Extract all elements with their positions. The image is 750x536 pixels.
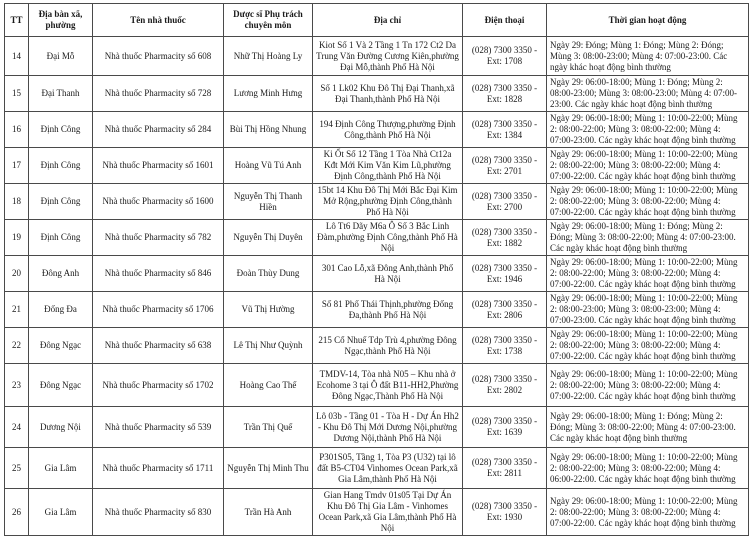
cell-address: 215 Cổ Nhuế Tdp Trù 4,phường Đông Ngạc,thành Phố Hà Nội bbox=[313, 328, 463, 364]
cell-tt: 18 bbox=[5, 184, 29, 220]
cell-pharmacy: Nhà thuốc Pharmacity số 638 bbox=[93, 328, 224, 364]
cell-address: Lô Tt6 Dãy M6a Ô Số 3 Bắc Linh Đàm,phường Định Công,thành Phố Hà Nội bbox=[313, 220, 463, 256]
cell-ward: Dương Nội bbox=[29, 407, 93, 448]
cell-hours: Ngày 29: 06:00-18:00; Mùng 1: Đóng; Mùng 2: Đóng; Mùng 3: 08:00-22:00; Mùng 4: 07:00-23:00. Các ngày khác hoạt động bình thường bbox=[547, 220, 749, 256]
cell-pharmacist: Lê Thị Như Quỳnh bbox=[224, 328, 313, 364]
pharmacy-table bbox=[4, 3, 749, 536]
cell-pharmacist: Nguyễn Thị Thanh Hiền bbox=[224, 184, 313, 220]
cell-pharmacist: Lương Minh Hưng bbox=[224, 76, 313, 112]
cell-ward: Định Công bbox=[29, 184, 93, 220]
cell-pharmacy: Nhà thuốc Pharmacity số 846 bbox=[93, 256, 224, 292]
header-hours: Thời gian hoạt động bbox=[547, 4, 749, 37]
cell-pharmacist: Bùi Thị Hồng Nhung bbox=[224, 112, 313, 148]
cell-ward: Đại Thanh bbox=[29, 76, 93, 112]
cell-address: Số 1 Lk02 Khu Đô Thị Đại Thanh,xã Đại Thanh,thành Phố Hà Nội bbox=[313, 76, 463, 112]
cell-hours: Ngày 29: 06:00-18:00; Mùng 1: Đóng; Mùng 2: Đóng; Mùng 3: 08:00-22:00; Mùng 4: 07:00-23:00. Các ngày khác hoạt động bình thường bbox=[547, 407, 749, 448]
cell-pharmacy: Nhà thuốc Pharmacity số 1702 bbox=[93, 364, 224, 407]
cell-hours: Ngày 29: 06:00-18:00; Mùng 1: 10:00-22:00; Mùng 2: 08:00-22:00; Mùng 3: 08:00-22:00; Mùng 4: 07:00-22:00. Các ngày khác hoạt động bình thường bbox=[547, 256, 749, 292]
cell-phone: (028) 7300 3350 - Ext: 1946 bbox=[463, 256, 547, 292]
table-row bbox=[5, 148, 749, 184]
cell-hours: Ngày 29: 06:00-18:00; Mùng 1: 10:00-22:00; Mùng 2: 08:00-23:00; Mùng 3: 08:00-23:00; Mùng 4: 07:00-23:00. Các ngày khác hoạt động bình thường bbox=[547, 292, 749, 328]
cell-hours: Ngày 29: 06:00-18:00; Mùng 1: 10:00-22:00; Mùng 2: 08:00-22:00; Mùng 3: 08:00-22:00; Mùng 4: 07:00-22:00. Các ngày khác hoạt động bình thường bbox=[547, 148, 749, 184]
cell-tt: 25 bbox=[5, 448, 29, 489]
cell-pharmacy: Nhà thuốc Pharmacity số 1711 bbox=[93, 448, 224, 489]
cell-phone: (028) 7300 3350 - Ext: 2806 bbox=[463, 292, 547, 328]
cell-phone: (028) 7300 3350 - Ext: 1639 bbox=[463, 407, 547, 448]
table-row bbox=[5, 407, 749, 448]
cell-pharmacist: Hoàng Vũ Tú Anh bbox=[224, 148, 313, 184]
header-pharmacist: Dược sĩ Phụ trách chuyên môn bbox=[224, 4, 313, 37]
cell-address: Gian Hang Tmdv 01s05 Tại Dự Án Khu Đô Thị Gia Lâm - Vinhomes Ocean Park,xã Gia Lâm,thành Phố Hà Nội bbox=[313, 489, 463, 536]
cell-pharmacy: Nhà thuốc Pharmacity số 284 bbox=[93, 112, 224, 148]
cell-address: 194 Định Công Thượng,phường Định Công,thành Phố Hà Nội bbox=[313, 112, 463, 148]
cell-ward: Gia Lâm bbox=[29, 489, 93, 536]
cell-pharmacist: Vũ Thị Hường bbox=[224, 292, 313, 328]
header-pharmacy: Tên nhà thuốc bbox=[93, 4, 224, 37]
table-row bbox=[5, 37, 749, 76]
cell-ward: Đông Anh bbox=[29, 256, 93, 292]
cell-hours: Ngày 29: 06:00-18:00; Mùng 1: 10:00-22:00; Mùng 2: 08:00-22:00; Mùng 3: 08:00-22:00; Mùng 4: 07:00-22:00. Các ngày khác hoạt động bình thường bbox=[547, 489, 749, 536]
table-row bbox=[5, 220, 749, 256]
table-row bbox=[5, 76, 749, 112]
table-body bbox=[5, 37, 749, 536]
cell-hours: Ngày 29: 06:00-18:00; Mùng 1: 10:00-22:00; Mùng 2: 08:00-22:00; Mùng 3: 08:00-22:00; Mùng 4: 07:00-22:00. Các ngày khác hoạt động bình thường bbox=[547, 328, 749, 364]
cell-tt: 22 bbox=[5, 328, 29, 364]
cell-pharmacy: Nhà thuốc Pharmacity số 782 bbox=[93, 220, 224, 256]
cell-tt: 16 bbox=[5, 112, 29, 148]
cell-phone: (028) 7300 3350 - Ext: 1384 bbox=[463, 112, 547, 148]
cell-pharmacy: Nhà thuốc Pharmacity số 539 bbox=[93, 407, 224, 448]
cell-tt: 19 bbox=[5, 220, 29, 256]
cell-pharmacy: Nhà thuốc Pharmacity số 1600 bbox=[93, 184, 224, 220]
table-row bbox=[5, 448, 749, 489]
cell-tt: 15 bbox=[5, 76, 29, 112]
header-ward: Địa bàn xã, phường bbox=[29, 4, 93, 37]
cell-address: TMDV-14, Tòa nhà N05 – Khu nhà ở Ecohome 3 tại Ô đất B11-HH2,Phường Đông Ngạc,Thành Phố Hà Nội bbox=[313, 364, 463, 407]
cell-phone: (028) 7300 3350 - Ext: 2701 bbox=[463, 148, 547, 184]
cell-pharmacist: Trần Hà Anh bbox=[224, 489, 313, 536]
cell-ward: Đông Ngạc bbox=[29, 364, 93, 407]
cell-address: Lô 03b - Tầng 01 - Tòa H - Dự Án Hh2 - Khu Đô Thị Mới Dương Nội,phường Dương Nội,thành Phố Hà Nội bbox=[313, 407, 463, 448]
table-row bbox=[5, 256, 749, 292]
cell-tt: 24 bbox=[5, 407, 29, 448]
cell-ward: Đông Ngạc bbox=[29, 328, 93, 364]
cell-tt: 26 bbox=[5, 489, 29, 536]
cell-pharmacist: Hoàng Cao Thế bbox=[224, 364, 313, 407]
header-row bbox=[5, 4, 749, 37]
cell-phone: (028) 7300 3350 - Ext: 1930 bbox=[463, 489, 547, 536]
table-row bbox=[5, 292, 749, 328]
cell-ward: Gia Lâm bbox=[29, 448, 93, 489]
cell-pharmacist: Nguyễn Thị Minh Thu bbox=[224, 448, 313, 489]
table-row bbox=[5, 489, 749, 536]
cell-address: 301 Cao Lỗ,xã Đông Anh,thành Phố Hà Nội bbox=[313, 256, 463, 292]
cell-hours: Ngày 29: 06:00-18:00; Mùng 1: 10:00-22:00; Mùng 2: 08:00-22:00; Mùng 3: 08:00-22:00; Mùng 4: 07:00-23:00. Các ngày khác hoạt động bình thường bbox=[547, 112, 749, 148]
cell-pharmacy: Nhà thuốc Pharmacity số 728 bbox=[93, 76, 224, 112]
cell-hours: Ngày 29: 06:00-18:00; Mùng 1: Đóng; Mùng 2: 08:00-23:00; Mùng 3: 08:00-23:00; Mùng 4: 07:00-23:00. Các ngày khác hoạt động bình thường bbox=[547, 76, 749, 112]
cell-phone: (028) 7300 3350 - Ext: 1708 bbox=[463, 37, 547, 76]
cell-phone: (028) 7300 3350 - Ext: 2802 bbox=[463, 364, 547, 407]
cell-ward: Định Công bbox=[29, 112, 93, 148]
cell-pharmacist: Đoàn Thùy Dung bbox=[224, 256, 313, 292]
header-tt: TT bbox=[5, 4, 29, 37]
cell-tt: 20 bbox=[5, 256, 29, 292]
table-row bbox=[5, 184, 749, 220]
cell-address: 15bt 14 Khu Đô Thị Mới Bắc Đại Kim Mở Rộng,phường Định Công,thành Phố Hà Nội bbox=[313, 184, 463, 220]
cell-tt: 14 bbox=[5, 37, 29, 76]
cell-pharmacist: Nhữ Thị Hoàng Ly bbox=[224, 37, 313, 76]
cell-hours: Ngày 29: 06:00-18:00; Mùng 1: 10:00-22:00; Mùng 2: 08:00-22:00; Mùng 3: 08:00-22:00; Mùng 4: 07:00-22:00. Các ngày khác hoạt động bình thường bbox=[547, 364, 749, 407]
cell-ward: Đống Đa bbox=[29, 292, 93, 328]
cell-pharmacist: Nguyễn Thị Duyên bbox=[224, 220, 313, 256]
cell-tt: 17 bbox=[5, 148, 29, 184]
cell-address: Ki Ốt Số 12 Tầng 1 Tòa Nhà Ct12a Kđt Mới Kim Văn Kim Lũ,phường Định Công,thành Phố Hà Nội bbox=[313, 148, 463, 184]
cell-phone: (028) 7300 3350 - Ext: 2811 bbox=[463, 448, 547, 489]
cell-ward: Đại Mỗ bbox=[29, 37, 93, 76]
cell-phone: (028) 7300 3350 - Ext: 1738 bbox=[463, 328, 547, 364]
cell-phone: (028) 7300 3350 - Ext: 1882 bbox=[463, 220, 547, 256]
cell-pharmacist: Trần Thị Quế bbox=[224, 407, 313, 448]
cell-phone: (028) 7300 3350 - Ext: 1828 bbox=[463, 76, 547, 112]
table-row bbox=[5, 112, 749, 148]
cell-tt: 23 bbox=[5, 364, 29, 407]
cell-hours: Ngày 29: Đóng; Mùng 1: Đóng; Mùng 2: Đóng; Mùng 3: 08:00-23:00; Mùng 4: 07:00-23:00. Các ngày khác hoạt động bình thường bbox=[547, 37, 749, 76]
cell-pharmacy: Nhà thuốc Pharmacity số 830 bbox=[93, 489, 224, 536]
cell-hours: Ngày 29: 06:00-18:00; Mùng 1: 10:00-22:00; Mùng 2: 08:00-22:00; Mùng 3: 08:00-22:00; Mùng 4: 07:00-22:00. Các ngày khác hoạt động bình thường bbox=[547, 184, 749, 220]
header-address: Địa chỉ bbox=[313, 4, 463, 37]
cell-address: P301S05, Tầng 1, Tòa P3 (U32) tại lô đất B5-CT04 Vinhomes Ocean Park,xã Gia Lâm,thành Phố Hà Nội bbox=[313, 448, 463, 489]
cell-address: Số 81 Phố Thái Thịnh,phường Đống Đa,thành Phố Hà Nội bbox=[313, 292, 463, 328]
cell-pharmacy: Nhà thuốc Pharmacity số 608 bbox=[93, 37, 224, 76]
cell-pharmacy: Nhà thuốc Pharmacity số 1601 bbox=[93, 148, 224, 184]
cell-ward: Định Công bbox=[29, 220, 93, 256]
cell-ward: Định Công bbox=[29, 148, 93, 184]
cell-address: Kiot Số 1 Và 2 Tầng 1 Tn 172 Ct2 Da Trung Văn Đường Cương Kiên,phường Đại Mỗ,thành Phố Hà Nội bbox=[313, 37, 463, 76]
cell-pharmacy: Nhà thuốc Pharmacity số 1706 bbox=[93, 292, 224, 328]
header-phone: Điện thoại bbox=[463, 4, 547, 37]
cell-tt: 21 bbox=[5, 292, 29, 328]
table-row bbox=[5, 364, 749, 407]
cell-phone: (028) 7300 3350 - Ext: 2700 bbox=[463, 184, 547, 220]
cell-hours: Ngày 29: 06:00-18:00; Mùng 1: 10:00-22:00; Mùng 2: 08:00-22:00; Mùng 3: 08:00-22:00; Mùng 4: 06:00-22:00. Các ngày khác hoạt động bình thường bbox=[547, 448, 749, 489]
table-row bbox=[5, 328, 749, 364]
